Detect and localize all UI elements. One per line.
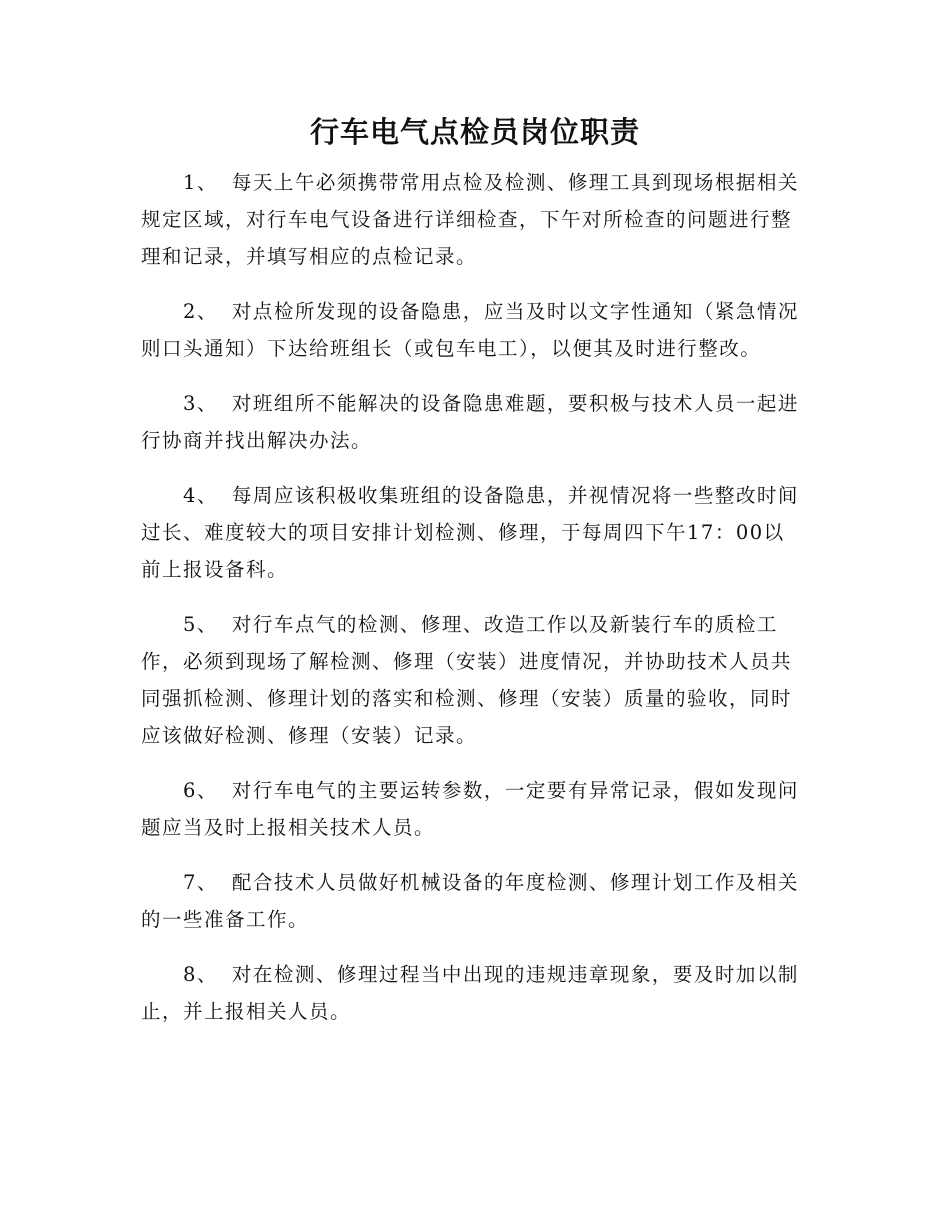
duty-number: 7、 (183, 871, 218, 894)
duty-item-8 (141, 956, 801, 1030)
duty-item-3 (141, 385, 801, 459)
duty-text: 对点检所发现的设备隐患，应当及时以文字性通知（紧急情况则口头通知）下达给班组长（或包车电工），以便其及时进行整改。 (141, 300, 799, 360)
duty-item-6 (141, 772, 801, 846)
duty-text: 每天上午必须携带常用点检及检测、修理工具到现场根据相关规定区域，对行车电气设备进行详细检查，下午对所检查的问题进行整理和记录，并填写相应的点检记录。 (141, 171, 799, 268)
duty-text: 对在检测、修理过程当中出现的违规违章现象，要及时加以制止，并上报相关人员。 (141, 963, 799, 1023)
duty-item-7 (141, 864, 801, 938)
duty-number: 2、 (183, 300, 218, 323)
duty-number: 1、 (183, 171, 218, 194)
duty-text: 对班组所不能解决的设备隐患难题，要积极与技术人员一起进行协商并找出解决办法。 (141, 392, 799, 452)
duty-number: 3、 (183, 392, 218, 415)
duty-item-5 (141, 606, 801, 754)
duty-item-1 (141, 164, 801, 275)
duty-number: 4、 (183, 484, 218, 507)
duty-text: 对行车点气的检测、修理、改造工作以及新装行车的质检工作，必须到现场了解检测、修理（安装）进度情况，并协助技术人员共同强抓检测、修理计划的落实和检测、修理（安装）质量的验收，同时应该做好检测、修理（安装）记录。 (141, 613, 793, 747)
document-title: 行车电气点检员岗位职责 (309, 115, 640, 149)
duty-text: 配合技术人员做好机械设备的年度检测、修理计划工作及相关的一些准备工作。 (141, 871, 799, 931)
duty-item-4 (141, 477, 801, 588)
duty-text: 每周应该积极收集班组的设备隐患，并视情况将一些整改时间过长、难度较大的项目安排计划检测、修理，于每周四下午17：00以前上报设备科。 (141, 484, 799, 581)
duty-number: 6、 (183, 779, 218, 802)
duty-number: 5、 (183, 613, 218, 636)
duty-number: 8、 (183, 963, 218, 986)
duty-item-2 (141, 293, 801, 367)
duty-text: 对行车电气的主要运转参数，一定要有异常记录，假如发现问题应当及时上报相关技术人员。 (141, 779, 799, 839)
duty-list (141, 164, 801, 1048)
